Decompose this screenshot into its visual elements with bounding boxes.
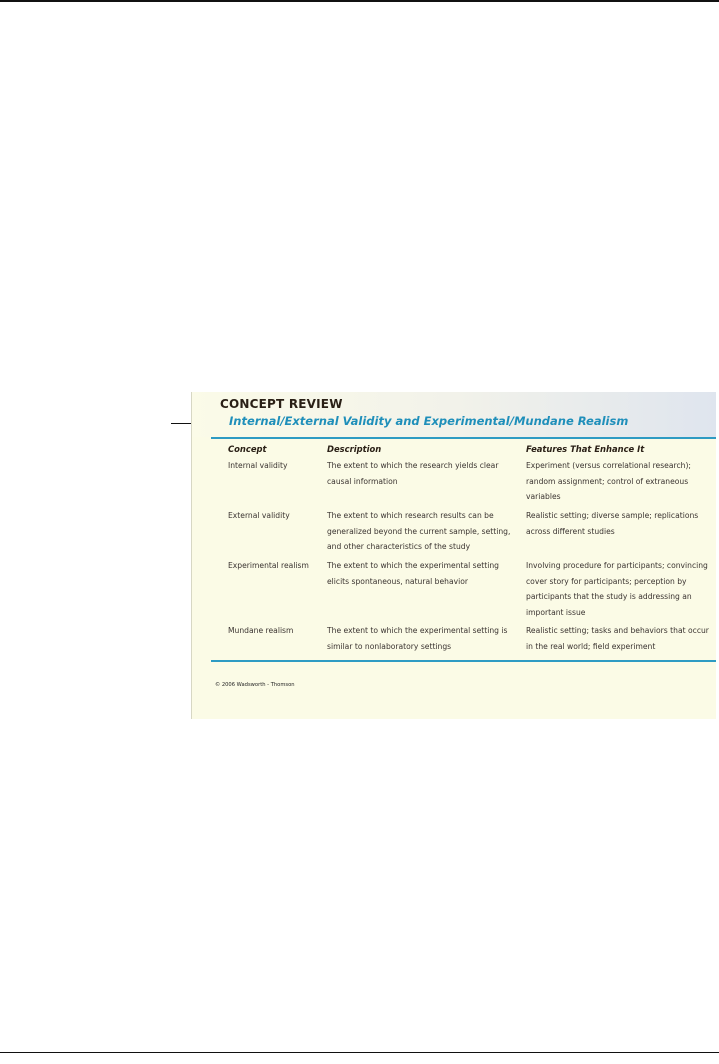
table-cell-concept: External validity (228, 511, 290, 520)
page-bottom-rule (0, 1052, 719, 1053)
table-cell-features: Realistic setting; tasks and behaviors that occur in the real world; field experiment (526, 626, 709, 651)
table-bottom-rule (211, 660, 716, 662)
table-cell-concept: Internal validity (228, 461, 288, 470)
column-header-features: Features That Enhance It (526, 444, 645, 454)
table-cell-concept: Mundane realism (228, 626, 294, 635)
table-cell-features: Experiment (versus correlational research); random assignment; control of extraneous variables (526, 461, 691, 501)
column-header-concept: Concept (228, 444, 267, 454)
table-cell-concept: Experimental realism (228, 561, 309, 570)
column-header-description: Description (327, 444, 382, 454)
table-cell-description: The extent to which the research yields clear causal information (327, 461, 499, 486)
table-cell-description: The extent to which the experimental setting is similar to nonlaboratory settings (327, 626, 508, 651)
table-cell-features: Realistic setting; diverse sample; replications across different studies (526, 511, 699, 536)
table-cell-description: The extent to which research results can be generalized beyond the current sample, setting, and other characteristics of the study (327, 511, 511, 551)
concept-review-title: CONCEPT REVIEW (220, 397, 343, 411)
concept-review-box (191, 392, 716, 719)
page-top-rule (0, 0, 719, 2)
table-top-rule (211, 437, 716, 439)
concept-review-subtitle: Internal/External Validity and Experimental/Mundane Realism (229, 414, 629, 428)
table-cell-description: The extent to which the experimental setting elicits spontaneous, natural behavior (327, 561, 499, 586)
copyright-note: © 2006 Wadsworth - Thomson (215, 682, 295, 688)
concept-review-header (192, 392, 716, 437)
table-cell-features: Involving procedure for participants; convincing cover story for participants; perception by participants that the study is addressing an important issue (526, 561, 708, 617)
